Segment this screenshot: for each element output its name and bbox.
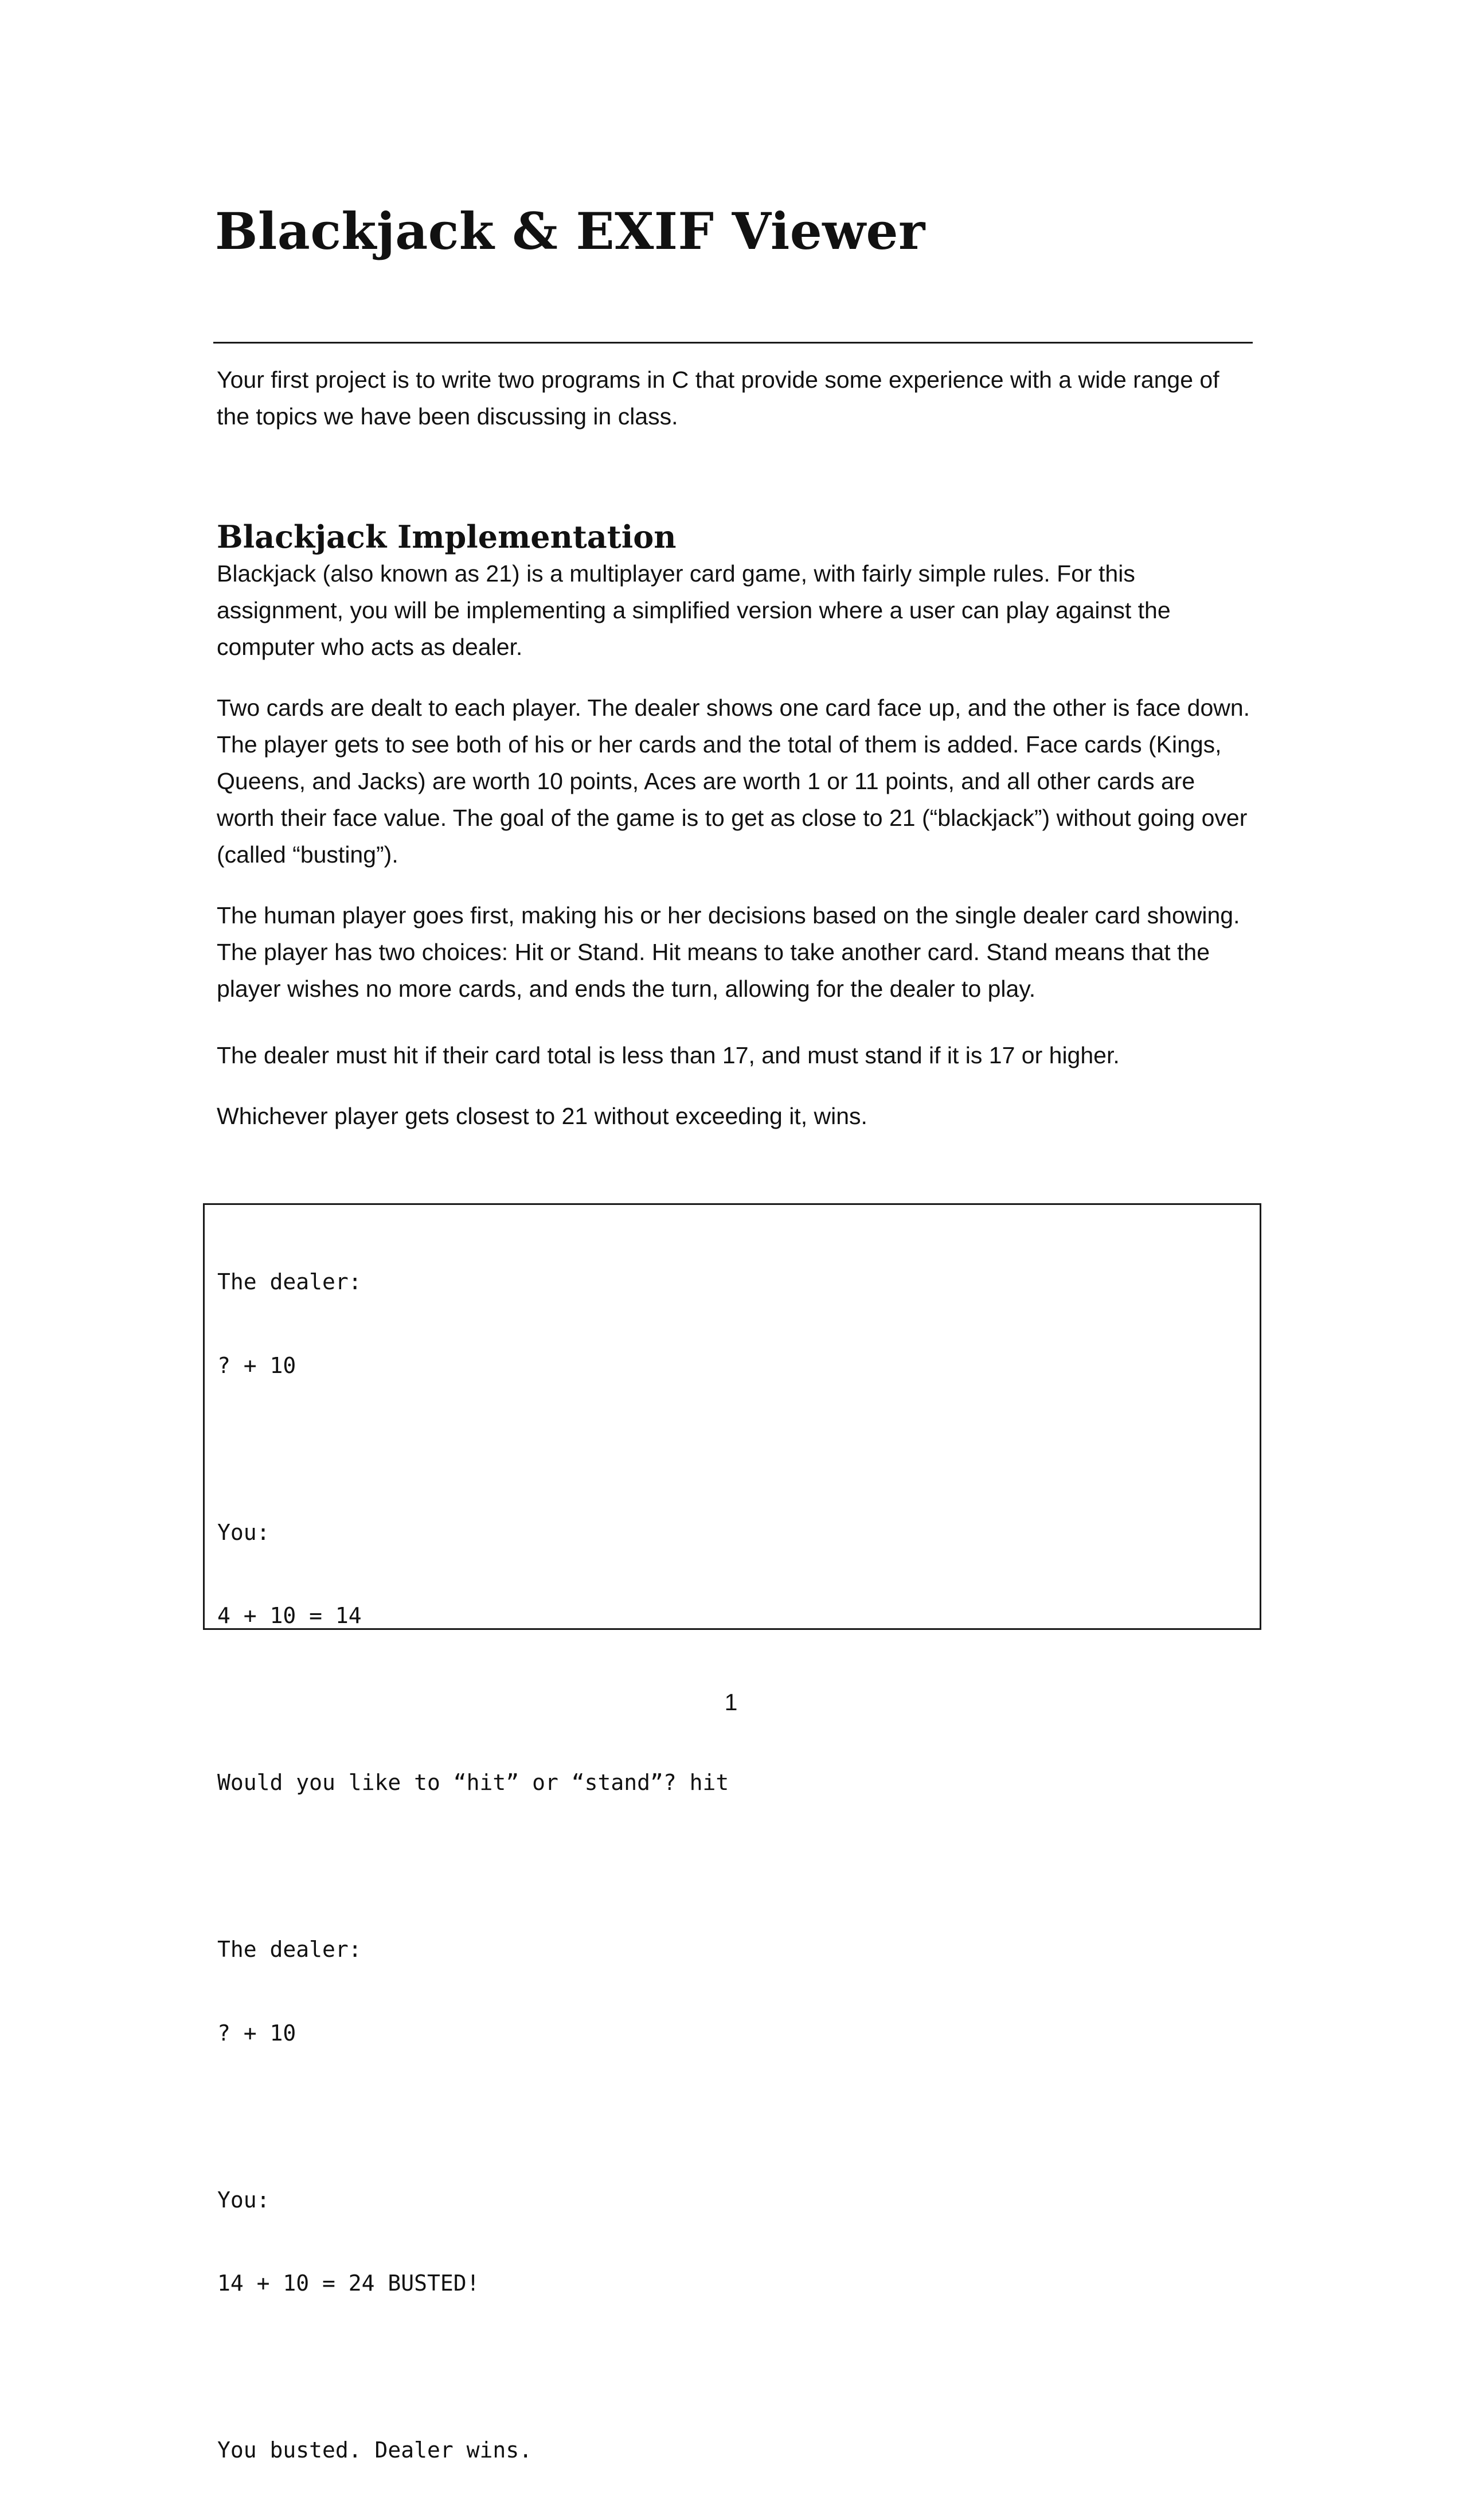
body-paragraph-3: The human player goes first, making his or her decisions based on the single dealer card showing. The player has two choices: Hit or Stand. Hit means to take another card. Stand means that the player wishes no more cards, and ends the turn, allowing for the dealer to play. — [217, 902, 1240, 1002]
output-line: ? + 10 — [217, 2020, 296, 2046]
output-line — [217, 2353, 1247, 2381]
page-number: 1 — [724, 1689, 738, 1715]
body-paragraph-5: Whichever player gets closest to 21 without exceeding it, wins. — [217, 1103, 867, 1129]
section-heading: Blackjack Implementation — [217, 518, 677, 555]
body-paragraph-2: Two cards are dealt to each player. The dealer shows one card face up, and the other is face down. The player gets to see both of his or her cards and the total of them is added. Face cards (Kings, Queens, and Jacks) are worth 10 points, Aces are worth 1 or 11 points, and all other cards are worth their face value. The goal of the game is to get as close to 21 (“blackjack”) without going over (called “busting”). — [217, 695, 1250, 868]
output-line: 4 + 10 = 14 — [217, 1603, 362, 1628]
document-title: Blackjack & EXIF Viewer — [215, 201, 925, 261]
output-line: ? + 10 — [217, 1352, 296, 1378]
body-paragraph-4: The dealer must hit if their card total is less than 17, and must stand if it is 17 or higher. — [217, 1042, 1120, 1068]
output-line: The dealer: — [217, 1269, 362, 1294]
output-line — [217, 1852, 1247, 1881]
output-line: You: — [217, 1519, 270, 1545]
output-line: 14 + 10 = 24 BUSTED! — [217, 2271, 480, 2296]
body-paragraph-1: Blackjack (also known as 21) is a multiplayer card game, with fairly simple rules. For this assignment, you will be implementing a simplified version where a user can play against the computer who acts as dealer. — [217, 560, 1171, 660]
title-divider — [213, 342, 1253, 344]
output-line: The dealer: — [217, 1937, 362, 1962]
intro-paragraph: Your first project is to write two programs in C that provide some experience with a wide range of the topics we have been discussing in class. — [217, 366, 1219, 430]
output-line: You: — [217, 2187, 270, 2213]
sample-output-box — [203, 1203, 1261, 2463]
document-body — [217, 361, 1254, 1158]
output-line: Would you like to “hit” or “stand”? hit — [217, 1770, 729, 1795]
output-line: You busted. Dealer wins. — [217, 2437, 533, 2463]
output-line — [217, 2102, 1247, 2131]
output-line — [217, 1435, 1247, 1463]
